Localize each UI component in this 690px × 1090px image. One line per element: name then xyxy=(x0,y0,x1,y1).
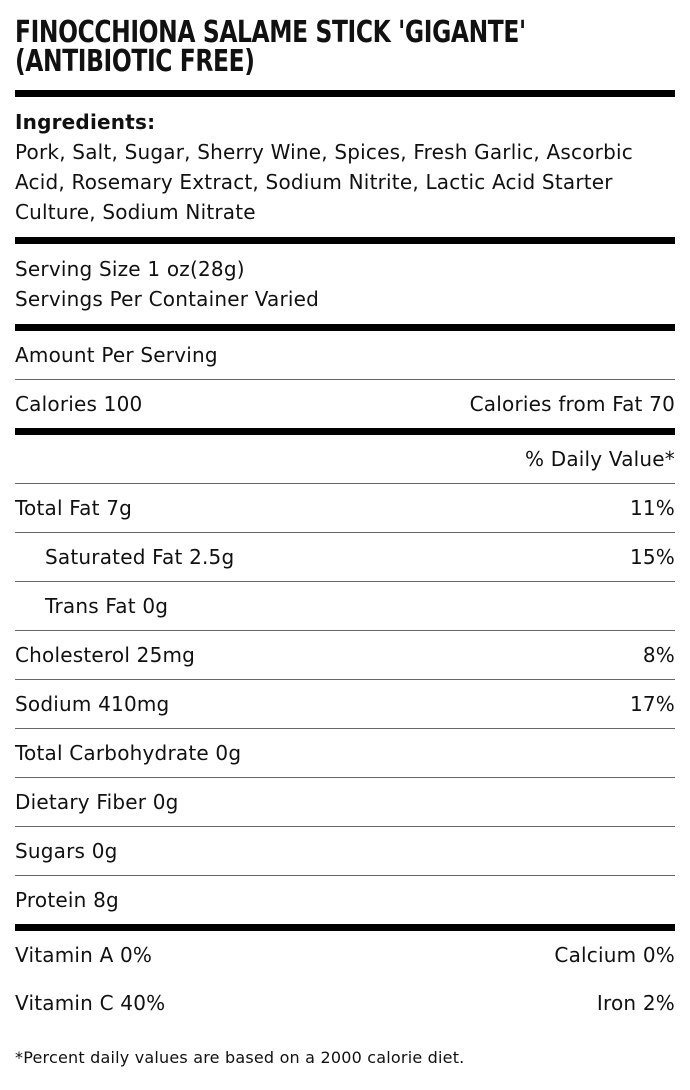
vitamins-section xyxy=(15,931,675,1027)
nutrient-daily-value: 8% xyxy=(642,643,675,667)
nutrient-label: Total Carbohydrate 0g xyxy=(15,741,242,765)
ingredients-text: Pork, Salt, Sugar, Sherry Wine, Spices, Fresh Garlic, Ascorbic Acid, Rosemary Extract, Sodium Nitrite, Lactic Acid Starter Culture, Sodium Nitrate xyxy=(15,140,633,224)
daily-value-header: % Daily Value* xyxy=(524,447,675,471)
amount-per-serving-label: Amount Per Serving xyxy=(15,343,218,367)
amount-per-serving-row xyxy=(15,331,675,380)
divider-thick xyxy=(15,324,675,331)
daily-value-header-row xyxy=(15,435,675,484)
nutrient-row xyxy=(15,631,675,680)
vitamin-row xyxy=(15,931,675,979)
vitamin-row xyxy=(15,979,675,1027)
nutrient-label: Sodium 410mg xyxy=(15,692,170,716)
nutrient-label: Total Fat 7g xyxy=(15,496,133,520)
nutrient-label: Cholesterol 25mg xyxy=(15,643,196,667)
nutrient-daily-value: 11% xyxy=(629,496,675,520)
vitamin-left: Vitamin C 40% xyxy=(15,991,166,1015)
nutrient-label: Protein 8g xyxy=(15,888,119,912)
nutrient-row xyxy=(15,827,675,876)
nutrient-label: Saturated Fat 2.5g xyxy=(45,545,235,569)
servings-per-container: Servings Per Container Varied xyxy=(15,287,320,311)
calories-row xyxy=(15,380,675,428)
nutrient-row xyxy=(15,582,675,631)
nutrient-row xyxy=(15,484,675,533)
nutrient-label: Trans Fat 0g xyxy=(45,594,169,618)
calories-label: Calories 100 xyxy=(15,392,143,416)
serving-section xyxy=(15,244,675,324)
product-title-line-2: (ANTIBIOTIC FREE) xyxy=(15,44,255,79)
divider-thick xyxy=(15,237,675,244)
nutrient-row xyxy=(15,680,675,729)
serving-size: Serving Size 1 oz(28g) xyxy=(15,257,245,281)
nutrient-label: Dietary Fiber 0g xyxy=(15,790,179,814)
product-title xyxy=(15,15,678,80)
nutrient-row xyxy=(15,778,675,827)
divider-thick xyxy=(15,90,675,97)
nutrient-row xyxy=(15,533,675,582)
nutrient-daily-value: 15% xyxy=(629,545,675,569)
footnote: *Percent daily values are based on a 2000 calorie diet. xyxy=(15,1048,465,1067)
divider-thick xyxy=(15,428,675,435)
ingredients-section xyxy=(15,97,675,237)
vitamin-left: Vitamin A 0% xyxy=(15,943,153,967)
nutrient-label: Sugars 0g xyxy=(15,839,118,863)
calories-from-fat: Calories from Fat 70 xyxy=(469,392,675,416)
ingredients-heading: Ingredients: xyxy=(15,110,156,134)
vitamin-right: Iron 2% xyxy=(596,991,675,1015)
nutrient-row xyxy=(15,729,675,778)
vitamin-right: Calcium 0% xyxy=(554,943,675,967)
product-title-line-1: FINOCCHIONA SALAME STICK 'GIGANTE' xyxy=(15,15,526,50)
nutrient-row xyxy=(15,876,675,924)
nutrition-facts-panel xyxy=(15,15,675,1027)
divider-thick xyxy=(15,924,675,931)
nutrient-daily-value: 17% xyxy=(629,692,675,716)
